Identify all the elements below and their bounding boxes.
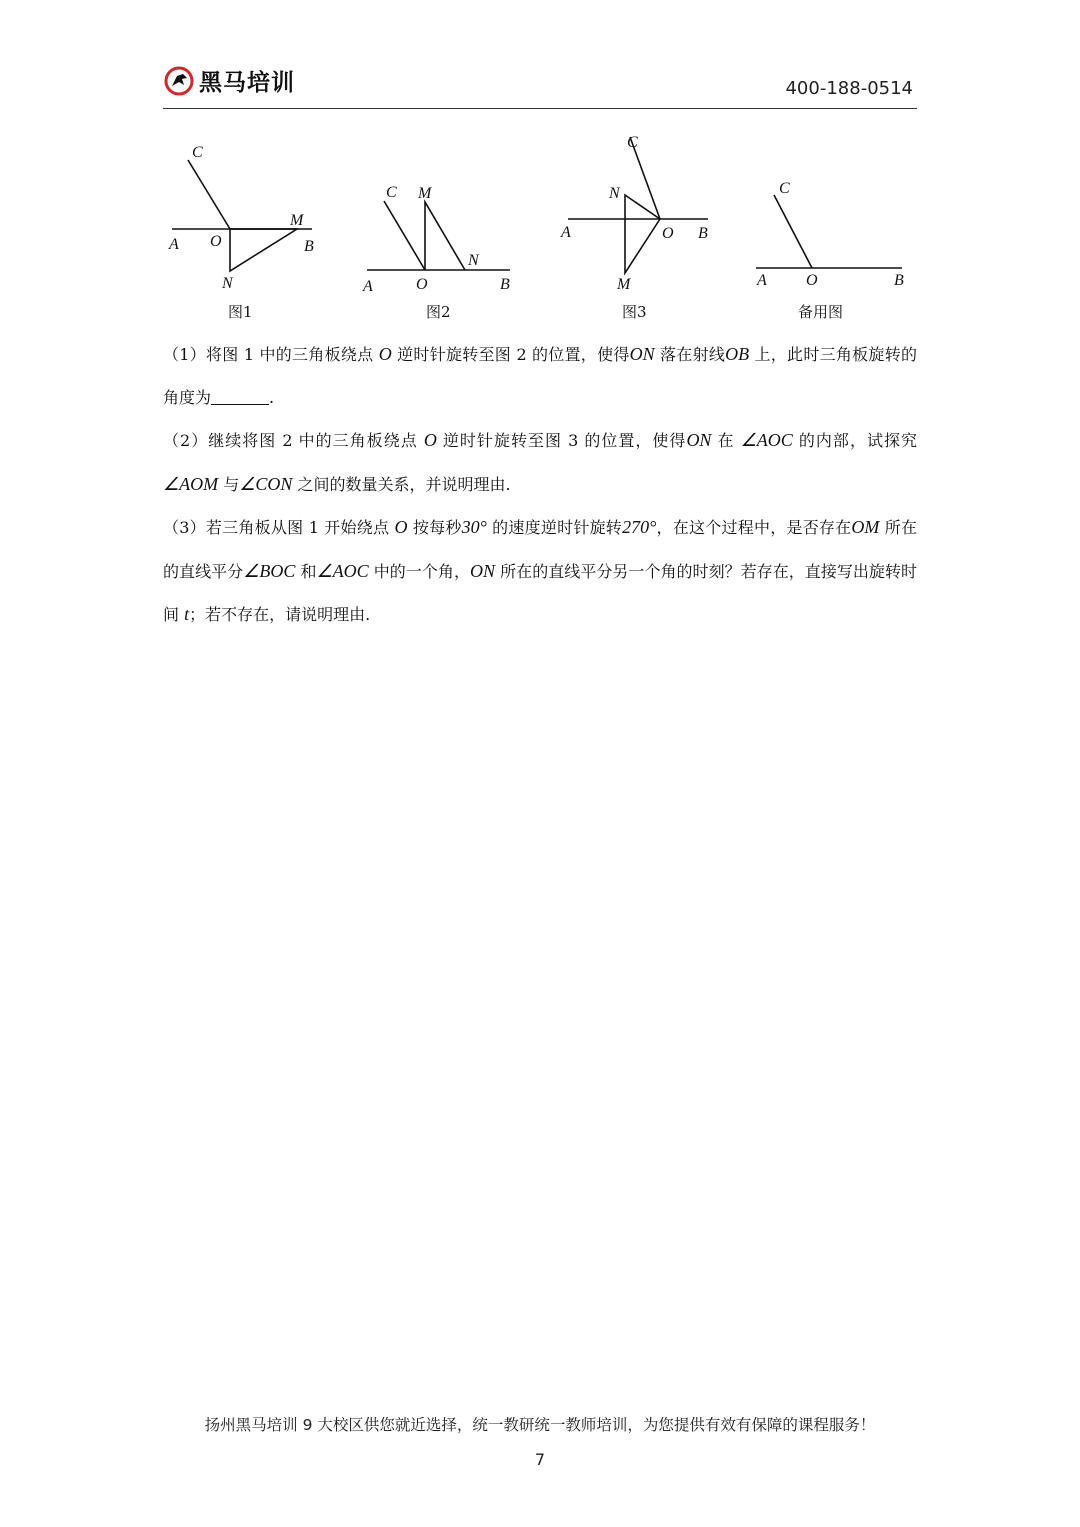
answer-blank <box>211 384 269 405</box>
fig2-label-c: C <box>386 184 397 201</box>
fig1-label-o: O <box>210 233 222 250</box>
fig1-label-c: C <box>192 144 203 161</box>
fig4-label-o: O <box>806 272 818 289</box>
fig1-caption: 图1 <box>228 303 253 321</box>
fig3-label-m: M <box>617 276 631 293</box>
question-3: （3）若三角板从图 1 开始绕点 O 按每秒30° 的速度逆时针旋转270°，在这个过程中，是否存在OM 所在的直线平分∠BOC 和∠AOC 中的一个角，ON 所在的直线平分另一个角的时刻？若存在，直接写出旋转时间 t；若不存在，请说明理由. <box>163 517 918 624</box>
fig3-caption: 图3 <box>622 303 647 321</box>
fig2-label-a: A <box>363 278 373 295</box>
fig4-caption: 备用图 <box>798 303 844 321</box>
horse-logo-icon <box>163 65 195 97</box>
fig3-label-a: A <box>561 224 571 241</box>
geometry-figures <box>160 125 920 325</box>
fig3-label-c: C <box>627 134 638 151</box>
fig2-caption: 图2 <box>426 303 451 321</box>
page-number: 7 <box>534 1450 546 1469</box>
fig1-label-m: M <box>290 212 304 229</box>
question-2: （2）继续将图 2 中的三角板绕点 O 逆时针旋转至图 3 的位置，使得ON 在 ∠AOC 的内部，试探究∠AOM 与∠CON 之间的数量关系，并说明理由. <box>163 430 917 494</box>
fig1-label-b: B <box>304 238 314 255</box>
fig2-label-b: B <box>500 276 510 293</box>
fig2-label-n: N <box>468 252 479 269</box>
brand-logo <box>163 64 295 97</box>
fig3-label-o: O <box>662 225 674 242</box>
page-header <box>163 58 917 109</box>
brand-name: 黑马培训 <box>199 70 295 96</box>
fig4-label-c: C <box>779 180 790 197</box>
fig4-label-b: B <box>894 272 904 289</box>
fig2-label-m: M <box>418 185 432 202</box>
phone-number: 400-188-0514 <box>785 78 913 99</box>
question-1: （1）将图 1 中的三角板绕点 O 逆时针旋转至图 2 的位置，使得ON 落在射线OB 上，此时三角板旋转的角度为 . <box>163 344 917 407</box>
fig3-label-n: N <box>609 185 620 202</box>
fig3-label-b: B <box>698 225 708 242</box>
footer-slogan: 扬州黑马培训 9 大校区供您就近选择，统一教研统一教师培训，为您提供有效有保障的课程服务！ <box>204 1416 876 1434</box>
figures-row <box>160 125 920 325</box>
fig1-label-n: N <box>222 275 233 292</box>
fig1-label-a: A <box>169 236 179 253</box>
fig2-label-o: O <box>416 276 428 293</box>
fig4-label-a: A <box>757 272 767 289</box>
problem-text <box>163 333 917 637</box>
